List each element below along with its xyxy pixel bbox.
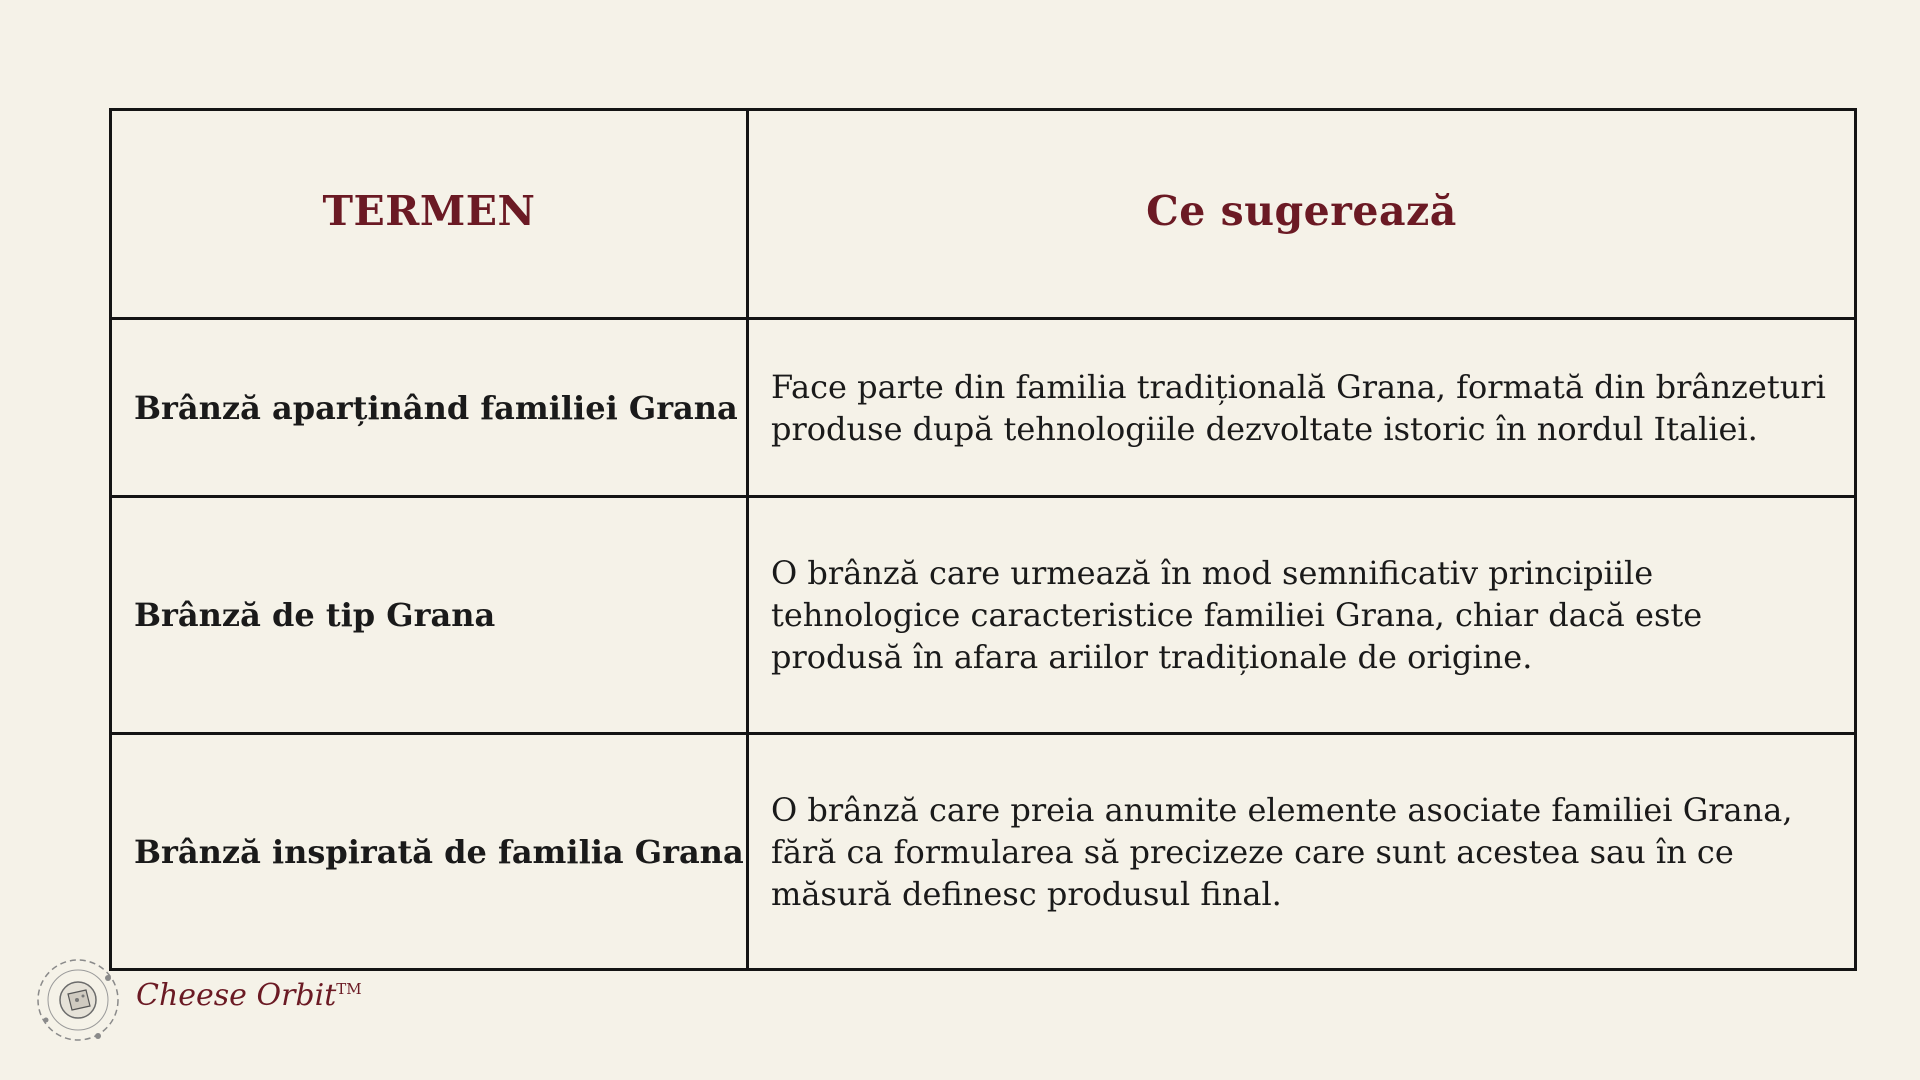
brand-name	[136, 978, 362, 1013]
description-cell: O brânză care urmează în mod semnificativ principiile tehnologice caracteristice familiei Grana, chiar dacă este produsă în afara ariilor tradiționale de origine.	[749, 498, 1854, 735]
header-meaning: Ce sugerează	[749, 111, 1854, 320]
cheese-orbit-logo-icon	[28, 950, 128, 1050]
term-cell: Brânză inspirată de familia Grana	[112, 735, 749, 968]
description-cell: Face parte din familia tradițională Grana, formată din brânzeturi produse după tehnologiile dezvoltate istoric în nordul Italiei.	[749, 320, 1854, 498]
term-cell: Brânză de tip Grana	[112, 498, 749, 735]
header-term: TERMEN	[112, 111, 749, 320]
comparison-table	[109, 108, 1857, 971]
trademark-mark: TM	[336, 979, 362, 998]
brand-name-label: Cheese Orbit	[136, 977, 337, 1013]
term-cell: Brânză aparținând familiei Grana	[112, 320, 749, 498]
description-cell: O brânză care preia anumite elemente asociate familiei Grana, fără ca formularea să precizeze care sunt acestea sau în ce măsură definesc produsul final.	[771, 790, 1793, 913]
brand-logo	[28, 950, 362, 1050]
